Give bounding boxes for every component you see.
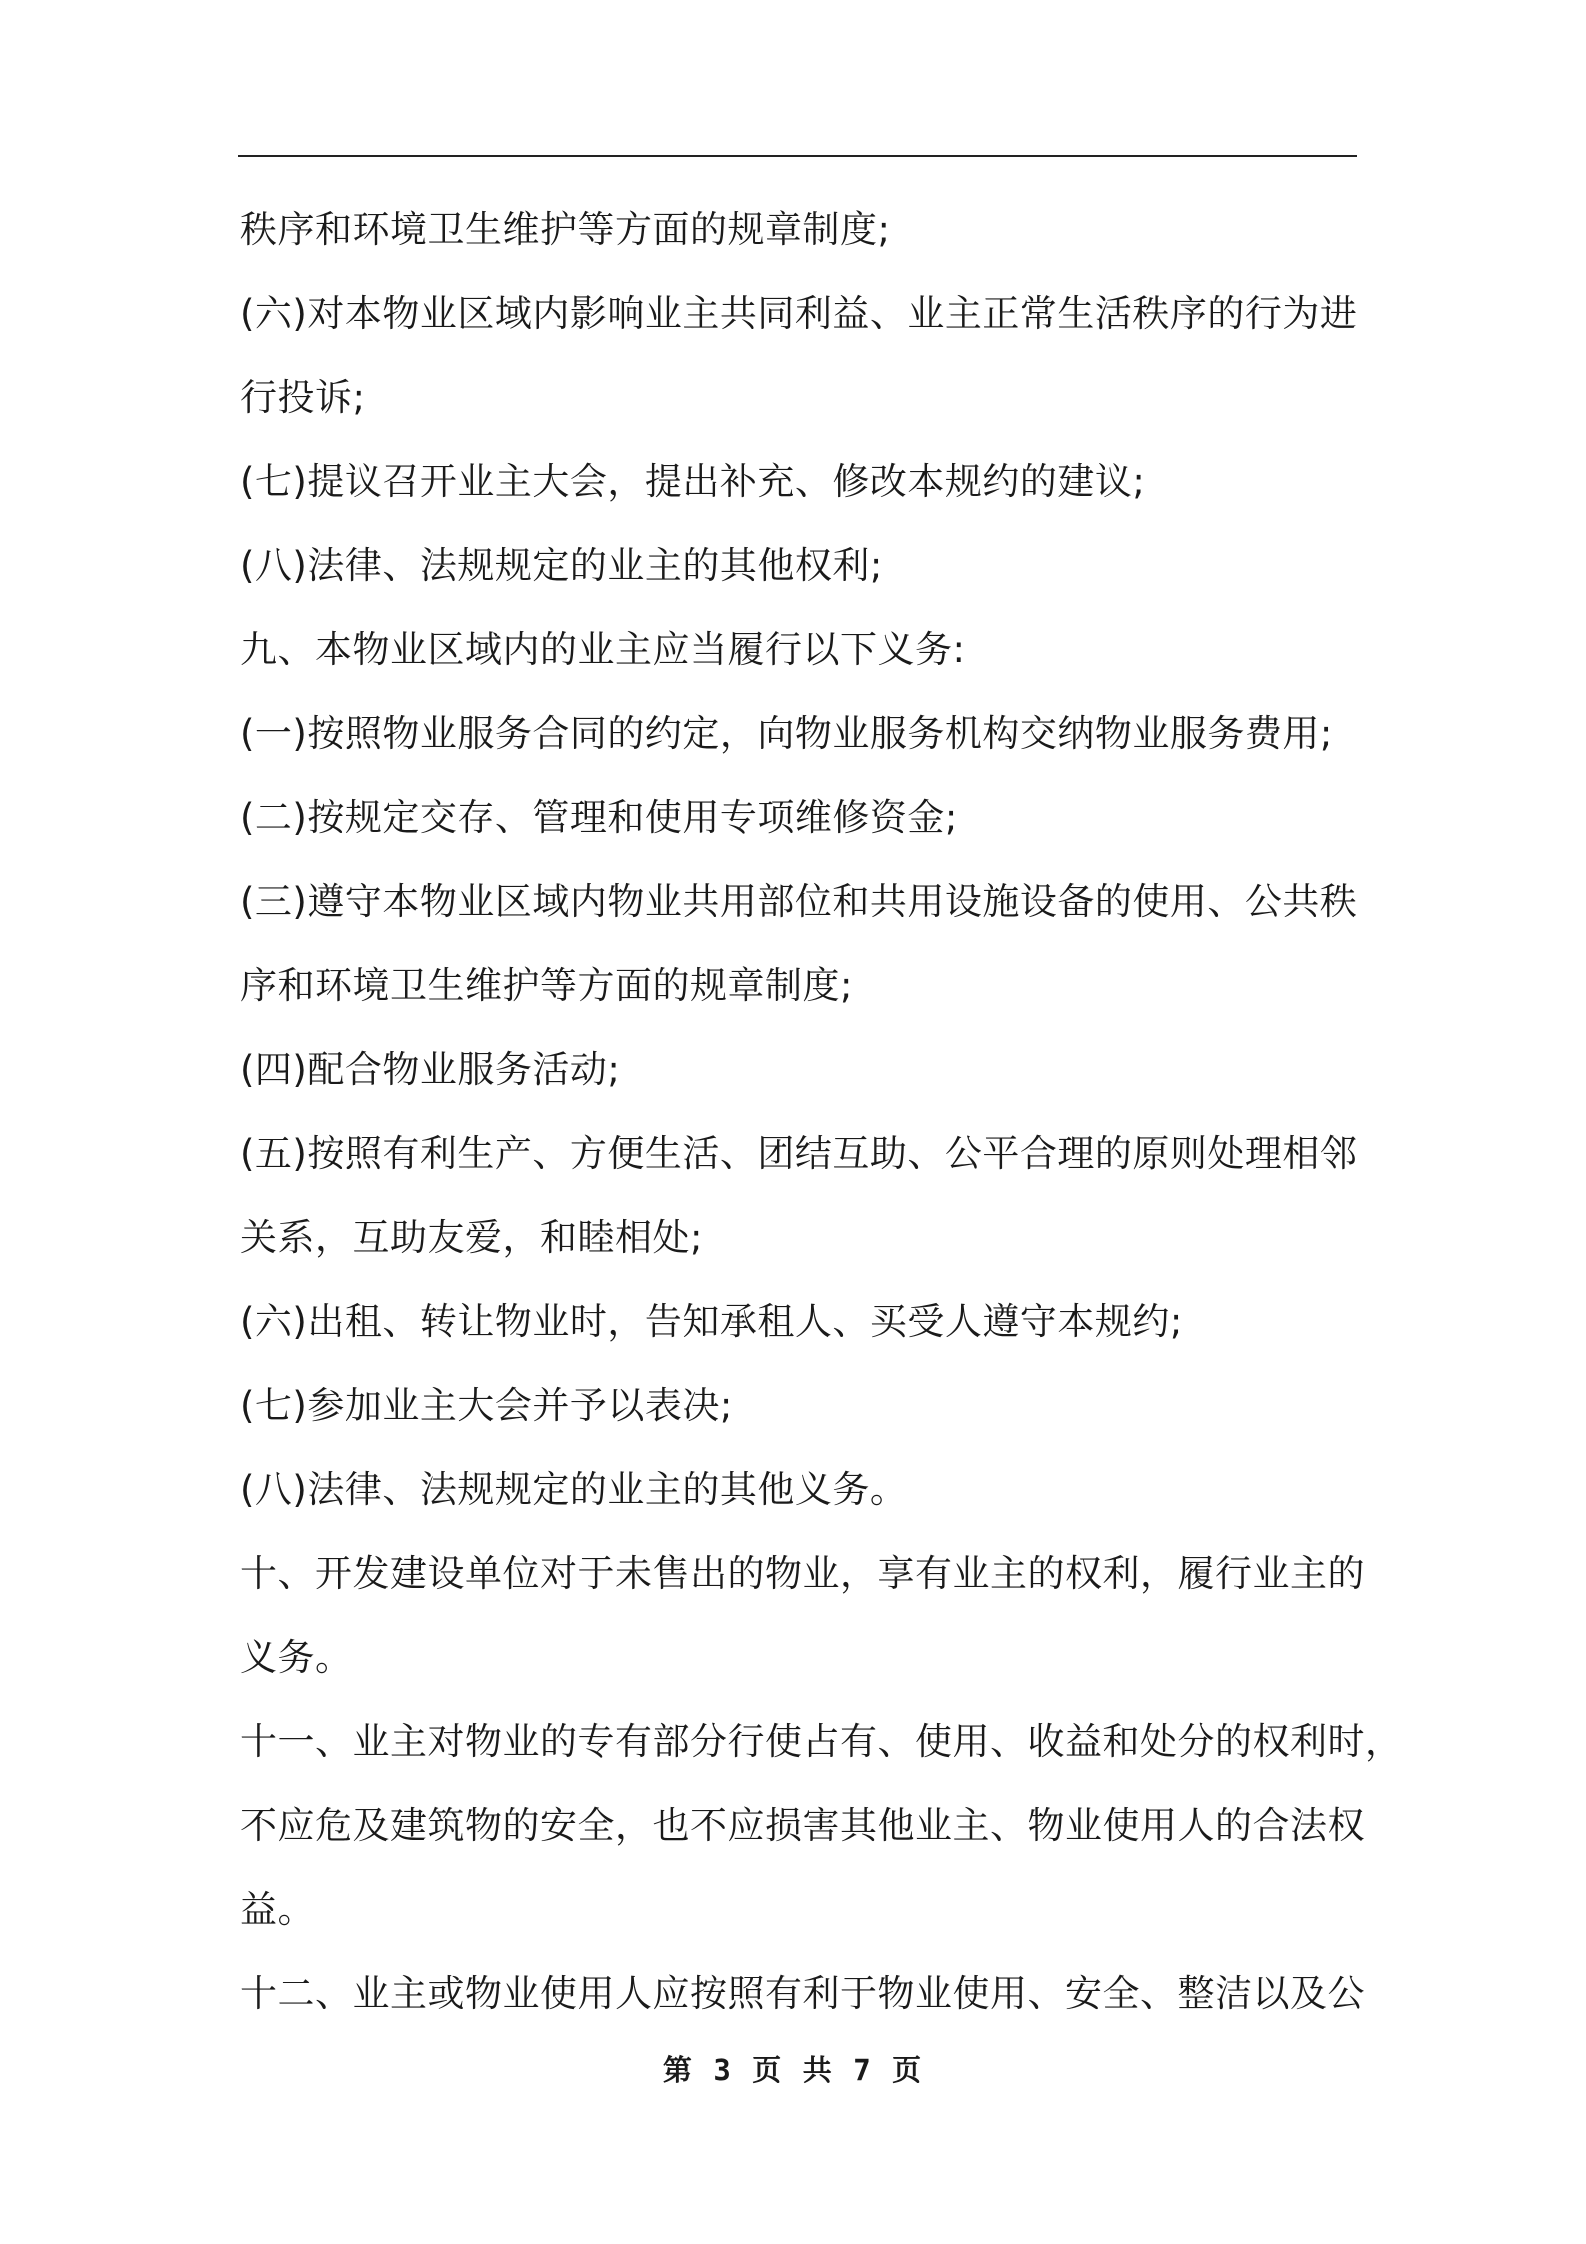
text-line: (八)法律、法规规定的业主的其他义务。 [240,1468,908,1511]
text-line: 秩序和环境卫生维护等方面的规章制度; [240,208,891,251]
text-line: (六)对本物业区域内影响业主共同利益、业主正常生活秩序的行为进 [240,292,1358,335]
text-line: (一)按照物业服务合同的约定，向物业服务机构交纳物业服务费用; [240,712,1333,755]
text-line: 义务。 [240,1636,353,1679]
text-line: 序和环境卫生维护等方面的规章制度; [240,964,853,1007]
text-line: 不应危及建筑物的安全，也不应损害其他业主、物业使用人的合法权 [240,1804,1365,1847]
document-body [240,188,1403,2036]
text-line: (五)按照有利生产、方便生活、团结互助、公平合理的原则处理相邻 [240,1132,1358,1175]
text-line: 行投诉; [240,376,366,419]
text-line: (四)配合物业服务活动; [240,1048,621,1091]
text-line: (三)遵守本物业区域内物业共用部位和共用设施设备的使用、公共秩 [240,880,1358,923]
section-heading: 九、本物业区域内的业主应当履行以下义务: [240,628,966,671]
section-heading: 十一、业主对物业的专有部分行使占有、使用、收益和处分的权利时， [240,1720,1403,1763]
text-line: (六)出租、转让物业时，告知承租人、买受人遵守本规约; [240,1300,1183,1343]
text-line: (二)按规定交存、管理和使用专项维修资金; [240,796,958,839]
text-line: 益。 [240,1888,315,1931]
page-number: 第 3 页 共 7 页 [662,2053,924,2087]
text-line: (七)参加业主大会并予以表决; [240,1384,733,1427]
text-line: (七)提议召开业主大会，提出补充、修改本规约的建议; [240,460,1146,503]
header-rule [238,155,1357,157]
section-heading: 十、开发建设单位对于未售出的物业，享有业主的权利，履行业主的 [240,1552,1365,1595]
text-line: (八)法律、法规规定的业主的其他权利; [240,544,883,587]
section-heading: 十二、业主或物业使用人应按照有利于物业使用、安全、整洁以及公 [240,1972,1365,2015]
text-line: 关系，互助友爱，和睦相处; [240,1216,703,1259]
